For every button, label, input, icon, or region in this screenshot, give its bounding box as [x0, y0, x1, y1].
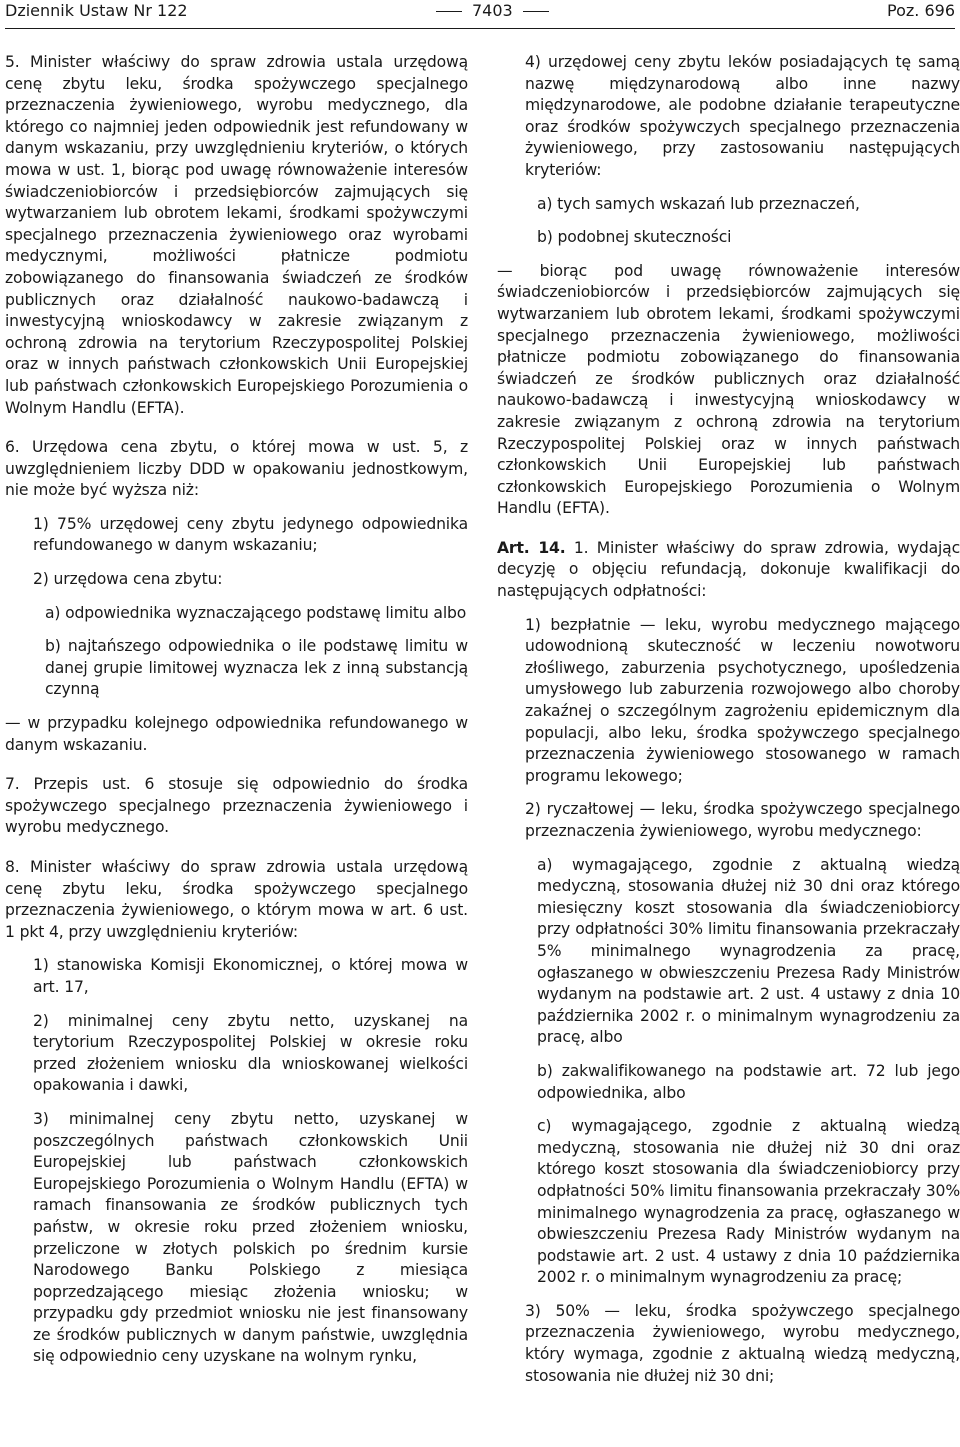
paragraph-7: 7. Przepis ust. 6 stosuje się odpowiednio do środka spożywczego specjalnego przeznaczenia żywieniowego i wyrobu medycznego. — [5, 775, 468, 837]
paragraph-6-point-1: 1) 75% urzędowej ceny zbytu jedynego odpowiednika refundowanego w danym wskazaniu; — [33, 514, 468, 555]
paragraph-6-dash: — w przypadku kolejnego odpowiednika refundowanego w danym wskazaniu. — [5, 714, 468, 754]
paragraph-8-point-2: 2) minimalnej ceny zbytu netto, uzyskanej na terytorium Rzeczypospolitej Polskiej w okresie roku przed złożeniem wniosku dla wnioskowanej wielkości opakowania i dawki, — [33, 1011, 468, 1095]
paragraph-5: 5. Minister właściwy do spraw zdrowia ustala urzędową cenę zbytu leku, środka spożywczego specjalnego przeznaczenia żywieniowego, wyrobu medycznego, dla którego co najmniej jeden odpowiednik jest refundowany w danym wskazaniu, przy uwzględnieniu kryteriów, o których mowa w ust. 1, biorąc pod uwagę równoważenie interesów świadczeniobiorców i przedsiębiorców zajmujących się wytwarzaniem lub obrotem lekami, środkami spożywczymi specjalnego przeznaczenia żywieniowego oraz wyrobami medycznymi, możliwości płatnicze podmiotu zobowiązanego do finansowania świadczeń ze środków publicznych oraz działalność naukowo-badawczą i inwestycyjną wnioskodawcy w zakresie związanym z ochroną zdrowia na terytorium Rzeczypospolitej Polskiej oraz w innych państwach członkowskich Unii Europejskiej lub państwach członkowskich Europejskiego Porozumienia o Wolnym Handlu (EFTA). — [5, 53, 468, 417]
paragraph-8-point-4a: a) tych samych wskazań lub przeznaczeń, — [537, 194, 860, 213]
page-number-value: 7403 — [472, 1, 513, 20]
article-14-point-3: 3) 50% — leku, środka spożywczego specjalnego przeznaczenia żywieniowego, wyrobu medycznego, który wymaga, zgodnie z aktualną wiedzą medyczną, stosowania nie dłużej niż 30 dni; — [525, 1301, 960, 1385]
article-14-point-2c: c) wymagającego, zgodnie z aktualną wiedzą medyczną, stosowania nie dłużej niż 30 dni oraz którego koszt stosowania dla świadczeniobiorcy przy odpłatności 50% limitu finansowania przekraczały 30% minimalnego wynagrodzenia za pracę, ogłaszanego w obwieszczeniu Prezesa Rady Ministrów wydanym na podstawie art. 2 ust. 4 ustawy z dnia 10 października 2002 r. o minimalnym wynagrodzeniu za pracę; — [537, 1117, 960, 1287]
page-header — [5, 0, 955, 29]
article-14-point-1: 1) bezpłatnie — leku, wyrobu medycznego mającego udowodnioną skuteczność w leczeniu nowotworu złośliwego, zaburzenia psychotycznego, upośledzenia umysłowego lub zaburzenia rozwojowego albo choroby zakaźnej o szczególnym zagrożeniu epidemicznym dla populacji, albo leku, środka spożywczego specjalnego przeznaczenia żywieniowego stosowanego w ramach programu lekowego; — [525, 615, 960, 785]
left-column — [5, 52, 468, 1368]
right-column — [497, 52, 960, 1387]
article-14-point-2a: a) wymagającego, zgodnie z aktualną wiedzą medyczną, stosowania dłużej niż 30 dni oraz którego miesięczny koszt stosowania dla świadczeniobiorcy przy odpłatności 30% limitu finansowania przekraczały 5% minimalnego wynagrodzenia za pracę, ogłaszanego w obwieszczeniu Prezesa Rady Ministrów wydanym na podstawie art. 2 ust. 4 ustawy z dnia 10 października 2002 r. o minimalnym wynagrodzeniu za pracę, albo — [537, 855, 960, 1047]
article-14-paragraph-1 — [497, 538, 960, 603]
paragraph-8-point-4b: b) podobnej skuteczności — [537, 228, 732, 247]
paragraph-8-dash: — biorąc pod uwagę równoważenie interesów świadczeniobiorców i przedsiębiorców zajmujących się wytwarzaniem lub obrotem lekami, środkami spożywczymi specjalnego przeznaczenia żywieniowego, możliwości płatnicze podmiotu zobowiązanego do finansowania świadczeń ze środków publicznych oraz działalność naukowo-badawczą i inwestycyjną wnioskodawcy w zakresie związanym z ochroną zdrowia na terytorium Rzeczypospolitej Polskiej oraz w innych państwach członkowskich Unii Europejskiej lub państwach członkowskich Europejskiego Porozumienia o Wolnym Handlu (EFTA). — [497, 261, 960, 518]
paragraph-6-point-2a: a) odpowiednika wyznaczającego podstawę limitu albo — [45, 603, 467, 622]
article-14-point-2b: b) zakwalifikowanego na podstawie art. 72 lub jego odpowiednika, albo — [537, 1061, 960, 1102]
paragraph-6: 6. Urzędowa cena zbytu, o której mowa w ust. 5, z uwzględnieniem liczby DDD w opakowaniu jednostkowym, nie może być wyższa niż: — [5, 438, 468, 500]
article-14-label: Art. 14. — [497, 538, 566, 557]
article-14-point-2: 2) ryczałtowej — leku, środka spożywczego specjalnego przeznaczenia żywieniowego, wyrobu medycznego: — [525, 800, 960, 840]
paragraph-8-point-4: 4) urzędowej ceny zbytu leków posiadających tę samą nazwę międzynarodową albo inne nazwy międzynarodowe, ale podobne działanie terapeutyczne oraz środków spożywczych specjalnego przeznaczenia żywieniowego, przy zastosowaniu następujących kryteriów: — [525, 53, 960, 179]
paragraph-8-point-3: 3) minimalnej ceny zbytu netto, uzyskanej w poszczególnych państwach członkowskich Unii Europejskiej lub państwach członkowskich Europejskiego Porozumienia o Wolnym Handlu (EFTA) w ramach finansowania ze środków publicznych tych państw, w okresie roku przed złożeniem wniosku, przeliczone w złotych polskich po średnim kursie Narodowego Banku Polskiego z miesiąca poprzedzającego miesiąc złożenia wniosku; w przypadku gdy przedmiot wniosku nie jest finansowany ze środków publicznych w danym państwie, uwzględnia się odpowiednio ceny uzyskane na wolnym rynku, — [33, 1109, 468, 1366]
page-number — [426, 0, 559, 22]
paragraph-8-point-1: 1) stanowiska Komisji Ekonomicznej, o której mowa w art. 17, — [33, 956, 468, 996]
paragraph-8: 8. Minister właściwy do spraw zdrowia ustala urzędową cenę zbytu leku, środka spożywczego specjalnego przeznaczenia żywieniowego, o którym mowa w art. 6 ust. 1 pkt 4, przy uwzględnieniu kryteriów: — [5, 858, 468, 941]
article-14-text: 1. Minister właściwy do spraw zdrowia, wydając decyzję o objęciu refundacją, dokonuje kwalifikacji do następujących odpłatności: — [497, 538, 960, 601]
paragraph-6-point-2: 2) urzędowa cena zbytu: — [33, 570, 223, 589]
position-number: Poz. 696 — [887, 1, 955, 20]
journal-title: Dziennik Ustaw Nr 122 — [5, 1, 188, 20]
paragraph-6-point-2b: b) najtańszego odpowiednika o ile podstawę limitu w danej grupie limitowej wyznacza lek z inną substancją czynną — [45, 637, 468, 699]
